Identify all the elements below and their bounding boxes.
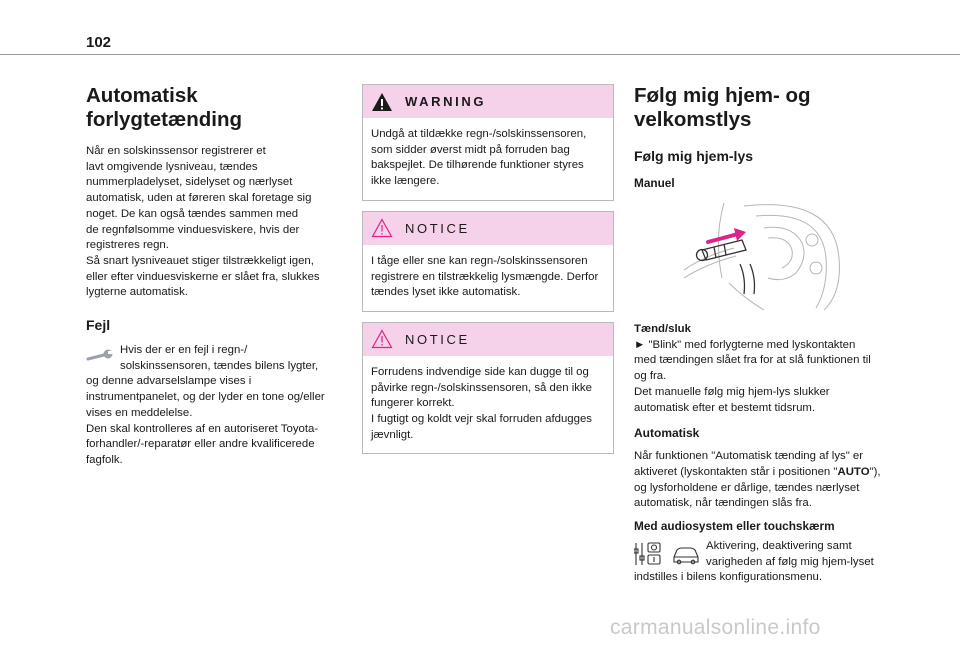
- warning-text: Undgå at tildække regn-/solskinssensoren, som sidder øverst midt på forruden bag bakspejlet. De tilhørende funktioner styres ikke længere.: [371, 128, 587, 188]
- automatic-text: Når funktionen "Automatisk tænding af lys" er aktiveret (lyskontakten står i positionen "AUTO"), og lysforholdene er dårlige, tændes nærlyset automatisk, når tændingen slås fra.: [634, 450, 881, 510]
- page-number: 102: [86, 34, 112, 51]
- audio-system-heading: Med audiosystem eller touchskærm: [634, 519, 835, 534]
- middle-column: [362, 84, 616, 464]
- intro-paragraph: Når en solskinssensor registrerer et lavt omgivende lysniveau, tændes nummerpladelyset, sidelyset og nærlyset automatisk, uden at føreren skal foretage sig noget. De kan også tændes sammen med de regnfølsomme vinduesviskere, hvis der registreres regn. Så snart lysniveauet stiger tilstrækkeligt igen, eller efter vinduesviskerne er slået fra, slukkes lygterne automatisk.: [86, 145, 320, 299]
- light-stalk-illustration: [684, 198, 844, 313]
- manual-text: ► "Blink" med forlygterne med lyskontakten med tændingen slået fra for at slå funktionen til og fra. Det manuelle følg mig hjem-lys slukker automatisk efter et bestemt tidsrum.: [634, 338, 871, 414]
- section-title: Følg mig hjem- og velkomstlys: [634, 84, 811, 131]
- notice-header: [363, 323, 613, 356]
- fault-paragraph: Hvis der er en fejl i regn-/ solskinssensoren, tændes bilens lygter, og denne advarselslampe vises i instrumentpanelet, og der lyder en tone og/eller vises en meddelelse. Den skal kontrolleres af en autoriseret Toyota- forhandler/-reparatør eller andre kvalificerede fagfolk.: [86, 344, 325, 466]
- notice-title: NOTICE: [405, 220, 470, 236]
- fault-heading: Fejl: [86, 317, 111, 334]
- automatic-heading: Automatisk: [634, 426, 700, 441]
- notice-triangle-icon: [371, 329, 393, 349]
- warning-header: [363, 85, 613, 118]
- warning-title: WARNING: [405, 94, 487, 109]
- settings-paragraph: Aktivering, deaktivering samt varigheden af følg mig hjem-lyset indstilles i bilens konfigurationsmenu.: [634, 540, 874, 584]
- warning-triangle-icon: [371, 92, 393, 112]
- header-rule: [0, 54, 960, 55]
- wrench-icon: [86, 349, 116, 363]
- notice-text: I tåge eller sne kan regn-/solskinssensoren registrere en tilstrækkelig lysmængde. Derfor tændes lyset ikke automatisk.: [371, 254, 599, 299]
- auto-position-label: AUTO: [837, 465, 870, 478]
- warning-box: [362, 84, 614, 201]
- left-column: [86, 84, 340, 469]
- notice-box-fog-windshield: [362, 322, 614, 455]
- section-title: Automatisk forlygtetænding: [86, 84, 243, 131]
- notice-header: [363, 212, 613, 245]
- notice-text: Forrudens indvendige side kan dugge til og påvirke regn-/solskinssensoren, så den ikke fungerer korrekt. I fugtigt og koldt vejr skal forruden afdugges jævnligt.: [371, 365, 592, 441]
- notice-triangle-icon: [371, 218, 393, 238]
- on-off-label: Tænd/sluk: [634, 323, 691, 335]
- watermark: carmanualsonline.info: [610, 616, 821, 639]
- right-column: [634, 84, 894, 586]
- manual-heading: Manuel: [634, 176, 675, 190]
- notice-box-fog: [362, 211, 614, 312]
- notice-title: NOTICE: [405, 331, 470, 347]
- subsection-title: Følg mig hjem-lys: [634, 148, 754, 164]
- settings-car-icon: [634, 541, 700, 567]
